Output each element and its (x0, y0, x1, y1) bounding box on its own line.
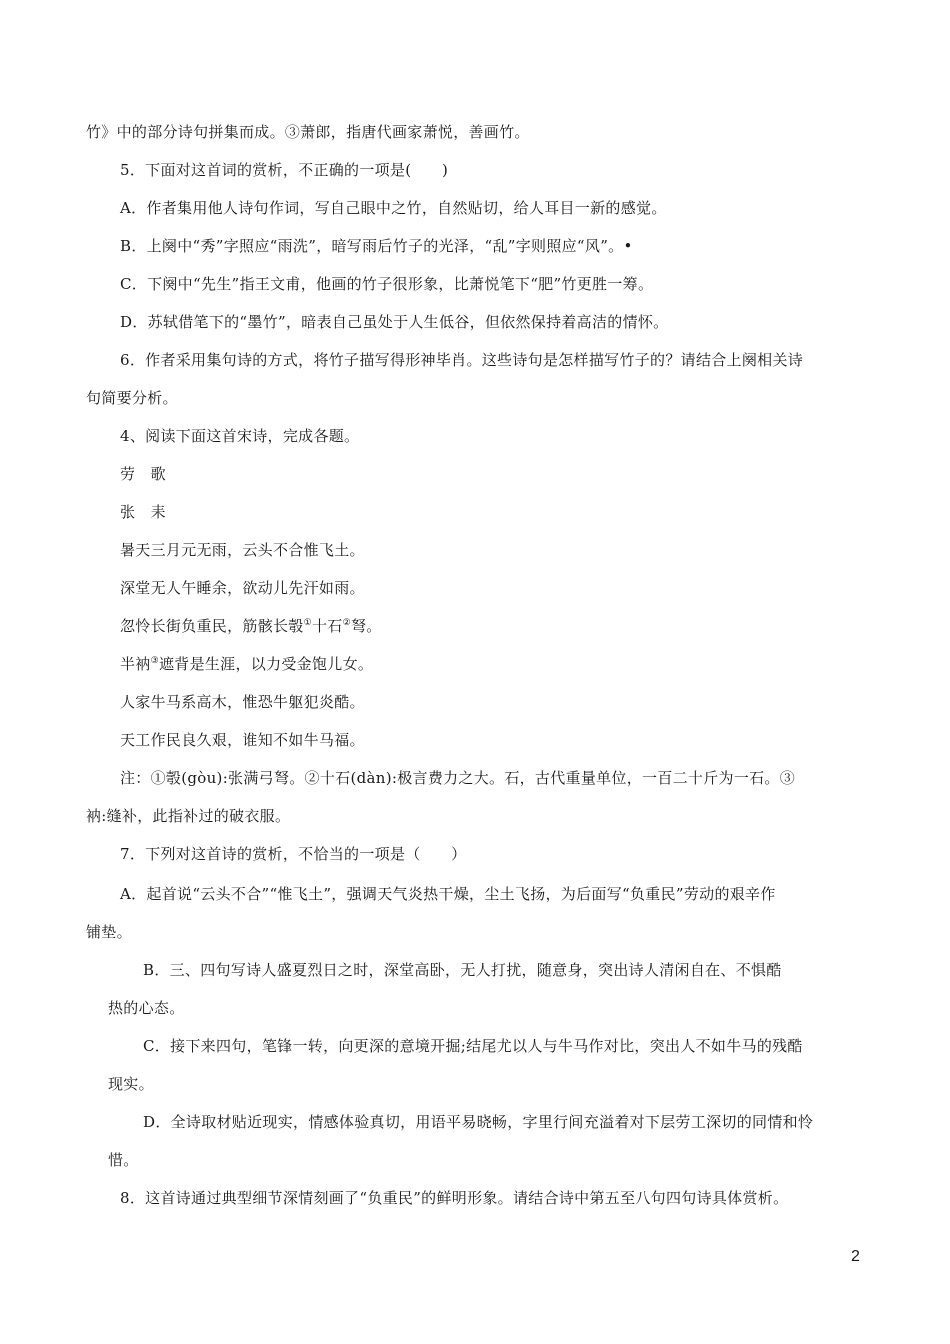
option-7b-cont: 热的心态。 (108, 999, 185, 1017)
annotation: 注：①彀(gòu):张满弓弩。②十石(dàn):极言费力之大。石，古代重量单位，一百二十斤为一石。③ (120, 769, 796, 787)
poem-line-part: 十石 (311, 617, 343, 635)
poem-line-part: 弩。 (350, 617, 382, 635)
text-line: 竹》中的部分诗句拼集而成。③萧郎，指唐代画家萧悦，善画竹。 (86, 123, 530, 141)
option-5d: D．苏轼借笔下的“墨竹”，暗表自己虽处于人生低谷，但依然保持着高洁的情怀。 (120, 313, 669, 331)
question-5: 5．下面对这首词的赏析，不正确的一项是( ) (120, 161, 449, 179)
option-7c-cont: 现实。 (108, 1075, 154, 1093)
poem-author: 张 耒 (120, 503, 166, 521)
option-5a: A．作者集用他人诗句作词，写自己眼中之竹，自然贴切，给人耳目一新的感觉。 (120, 199, 667, 217)
option-7d: D．全诗取材贴近现实，情感体验真切，用语平易晓畅，字里行间充溢着对下层劳工深切的同情和怜 (143, 1113, 814, 1131)
footnote-marker: ② (342, 618, 351, 628)
poem-line: 天工作民良久艰，谁知不如牛马福。 (120, 731, 365, 749)
poem-line: 深堂无人午睡余，欲动儿先汗如雨。 (120, 579, 365, 597)
poem-line: 人家牛马系高木，惟恐牛躯犯炎酷。 (120, 693, 365, 711)
option-7a-cont: 铺垫。 (86, 923, 132, 941)
question-8: 8．这首诗通过典型细节深情刻画了“负重民”的鲜明形象。请结合诗中第五至八句四句诗具体赏析。 (120, 1189, 789, 1207)
option-7c: C．接下来四句，笔锋一转，向更深的意境开掘;结尾尤以人与牛马作对比，突出人不如牛马的残酷 (143, 1037, 803, 1055)
poem-title: 劳 歌 (120, 465, 166, 483)
question-6: 6．作者采用集句诗的方式，将竹子描写得形神毕肖。这些诗句是怎样描写竹子的？请结合上阕相关诗 (120, 351, 804, 369)
poem-line-part: 半衲 (120, 655, 151, 673)
poem-line-part: 忽怜长街负重民，筋骸长彀 (120, 617, 304, 635)
question-7: 7．下列对这首诗的赏析，不恰当的一项是（ ） (120, 845, 467, 863)
option-5c: C．下阕中“先生”指王文甫，他画的竹子很形象，比萧悦笔下“肥”竹更胜一筹。 (120, 275, 654, 293)
option-7d-cont: 惜。 (108, 1151, 139, 1169)
page-number: 2 (851, 1248, 860, 1265)
poem-line (120, 616, 382, 636)
poem-line (120, 654, 373, 674)
option-7b: B．三、四句写诗人盛夏烈日之时，深堂高卧，无人打扰，随意身，突出诗人清闲自在、不惧酷 (143, 961, 782, 979)
poem-line-part: 遮背是生涯，以力受金饱儿女。 (158, 655, 374, 673)
option-7a: A．起首说“云头不合”“惟飞土”，强调天气炎热干燥，尘土飞扬，为后面写“负重民”劳动的艰辛作 (120, 885, 776, 903)
question-6-cont: 句简要分析。 (86, 389, 178, 407)
footnote-marker: ① (303, 618, 312, 628)
footnote-marker: ③ (150, 656, 159, 666)
poem-line: 暑天三月元无雨，云头不合惟飞土。 (120, 541, 365, 559)
option-5b: B．上阕中“秀”字照应“雨洗”，暗写雨后竹子的光泽，“乱”字则照应“风”。• (120, 237, 633, 255)
annotation-cont: 衲:缝补，此指补过的破衣服。 (86, 807, 291, 825)
section-heading: 4、阅读下面这首宋诗，完成各题。 (120, 427, 360, 445)
